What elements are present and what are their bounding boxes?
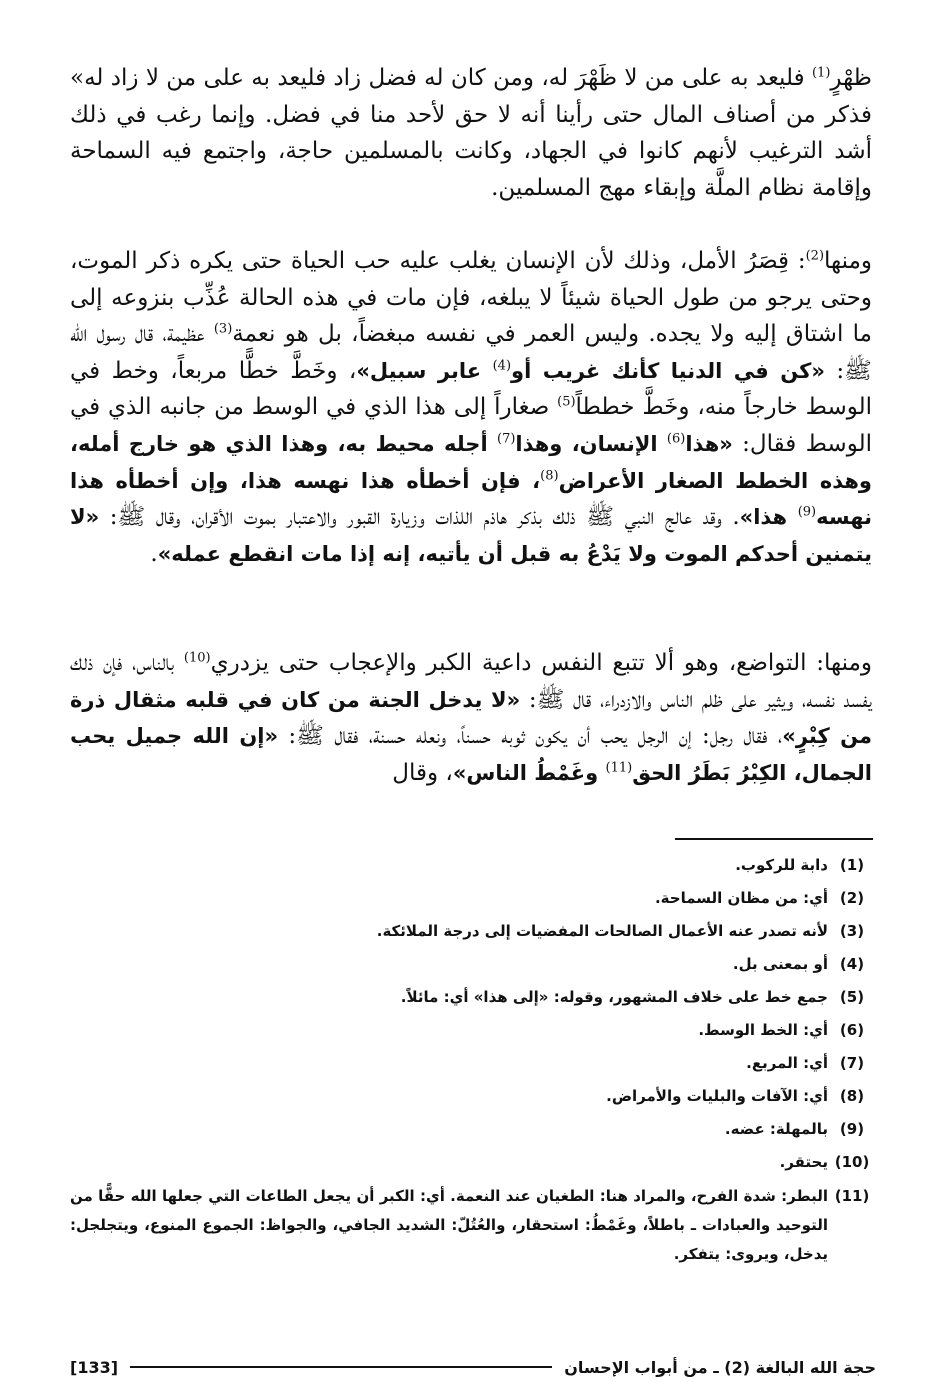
running-title: حجة الله البالغة (2) ـ من أبواب الإحسان [564,1357,876,1377]
hadith-quote: «هذا [685,431,733,456]
footnote-text: لأنه تصدر عنه الأعمال الصالحات المفضيات إلى درجة الملائكة. [376,922,828,940]
footnote-ref: (2) [805,248,825,264]
footnote-item [70,951,876,978]
footnote-number: (4) [839,955,865,973]
footnotes-list [70,852,876,1275]
footnote-ref: (11) [605,760,633,776]
body-paragraph [70,243,872,572]
footnote-text: البطر: شدة الفرح، والمراد هنا: الطغيان عند النعمة. أي: الكبر أن يجعل الطاعات التي جعلها الله حقًّا من التوحيد والعبادات ـ باطلاً، وغَمْطُ: استحقار، والعُتُلّ: الشديد الجافي، والجواظ: الجموع المنوع، ويتجلجل: يدخل، ويروى: يتفكر. [70,1187,828,1263]
footnote-text: أي: من مظان السماحة. [654,889,828,907]
hadith-quote: الإنسان، وهذا [515,431,667,456]
footnote-text: جمع خط على خلاف المشهور، وقوله: «إلى هذا» أي: مائلاً. [400,988,828,1006]
body-text: ومنها [824,248,872,274]
footnote-item [70,918,876,945]
footnote-text: أي: المربع. [746,1054,828,1072]
footnote-item [70,885,876,912]
footnote-text: أي: الخط الوسط. [698,1021,828,1039]
footnote-item [70,1083,876,1110]
footnote-ref: (5) [557,394,576,410]
footnote-text: أو بمعنى بل. [732,955,828,973]
hadith-quote: عابر سبيل» [356,358,493,383]
hadith-quote: أجله محيط به، وهذا الذي هو خارج أمله، وهذه الخطط الصغار الأعراض [70,431,872,493]
footnote-ref: (8) [540,467,559,483]
footnote-ref: (6) [666,431,686,447]
body-text: ظهْرٍ [830,65,872,91]
hadith-quote: «إن الله جميل يحب الجمال، الكِبْرُ بَطَرُ الحق [70,724,872,785]
body-paragraph [70,645,872,791]
footnote-number: (11) [834,1187,870,1205]
body-text: . وقد عالج النبي ﷺ ذلك بذكر هاذم اللذات وزيارة القبور والاعتبار بموت الأقران، وقال ﷺ: [99,504,740,531]
footnote-ref: (7) [496,431,516,447]
footnote-ref: (4) [492,358,512,374]
body-text: صغاراً إلى هذا الذي في الوسط من جانبه الذي في الوسط فقال: [70,394,872,457]
footnote-item [70,1050,876,1077]
hadith-quote: «كن في الدنيا كأنك غريب أو [511,358,825,383]
footnote-ref: (9) [797,504,817,520]
body-paragraph [70,60,872,206]
footnote-item [70,852,876,879]
footnote-item [70,1116,876,1143]
footnote-text: يحتقر. [779,1153,828,1171]
footnote-number: (3) [839,922,865,940]
hadith-quote: «لا يتمنين أحدكم الموت ولا يَدْعُ به قبل أن يأتيه، إنه إذا مات انقطع عمله» [70,505,872,566]
footnote-number: (1) [839,856,865,874]
footnote-number: (8) [839,1087,865,1105]
footnote-item [70,1149,876,1176]
footnote-item [70,984,876,1011]
footnote-separator [675,838,873,840]
footnote-item [70,1182,876,1269]
body-text: ومنها: التواضع، وهو ألا تتبع النفس داعية الكبر والإعجاب حتى يزدري [210,650,873,676]
page-number: [133] [70,1357,119,1377]
body-text: ، فقال رجل: إن الرجل يحب أن يكون ثوبه حسناً، ونعله حسنة، فقال ﷺ: [278,723,783,750]
footer-rule [130,1366,552,1368]
footnote-number: (2) [839,889,865,907]
hadith-quote: ، فإن أخطأه هذا نهسه هذا، وإن أخطأه هذا نهسه [70,468,872,530]
footnote-number: (9) [839,1120,865,1138]
body-text: عظيمة، قال رسول الله ﷺ: [70,321,872,384]
body-text: فليعد به على من لا ظَهْرَ له، ومن كان له فضل زاد فليعد به على من لا زاد له» فذكر من أصناف المال حتى رأينا أنه لا حق لأحد منا في فضل. وإنما رغب في ذلك أشد الترغيب لأنهم كانوا في الجهاد، وكانت بالمسلمين حاجة، واجتمع فيه السماحة وإقامة نظام الملَّة وإبقاء مهج المسلمين. [70,65,872,201]
body-text: بالناس، فإن ذلك يفسد نفسه، ويثير على ظلم الناس والازدراء، قال ﷺ: [70,650,872,713]
footnote-number: (10) [834,1153,870,1171]
footnote-text: بالمهلة: عضه. [724,1120,828,1138]
body-text: ، وخَطَّ خطًّا مربعاً، وخط في الوسط خارجاً منه، وخَطَّ خططاً [70,357,872,421]
page-footer [70,1352,876,1382]
body-text: . [150,540,158,567]
footnote-item [70,1017,876,1044]
footnote-number: (5) [839,988,865,1006]
hadith-quote: هذا» [739,505,798,530]
footnote-number: (6) [839,1021,865,1039]
hadith-quote: وغَمْطُ الناس» [452,760,606,785]
hadith-quote: «لا يدخل الجنة من كان في قلبه مثقال ذرة من كِبْرٍ» [70,687,872,749]
footnote-text: دابة للركوب. [735,856,828,874]
body-text: : قِصَرُ الأمل، وذلك لأن الإنسان يغلب عليه حب الحياة حتى يكره ذكر الموت، وحتى يرجو من طول الحياة شيئاً لا يبلغه، فإن مات في هذه الحالة عُذِّب بنزوعه إلى ما اشتاق إليه ولا يجده. وليس العمر في نفسه مبغضاً، بل هو نعمة [70,248,872,348]
footnote-ref: (10) [183,650,211,666]
footnote-ref: (1) [811,65,831,81]
footnote-number: (7) [839,1054,865,1072]
footnote-text: أي: الآفات والبليات والأمراض. [606,1087,828,1105]
body-text: ، وقال [392,759,453,786]
footnote-ref: (3) [213,321,233,337]
